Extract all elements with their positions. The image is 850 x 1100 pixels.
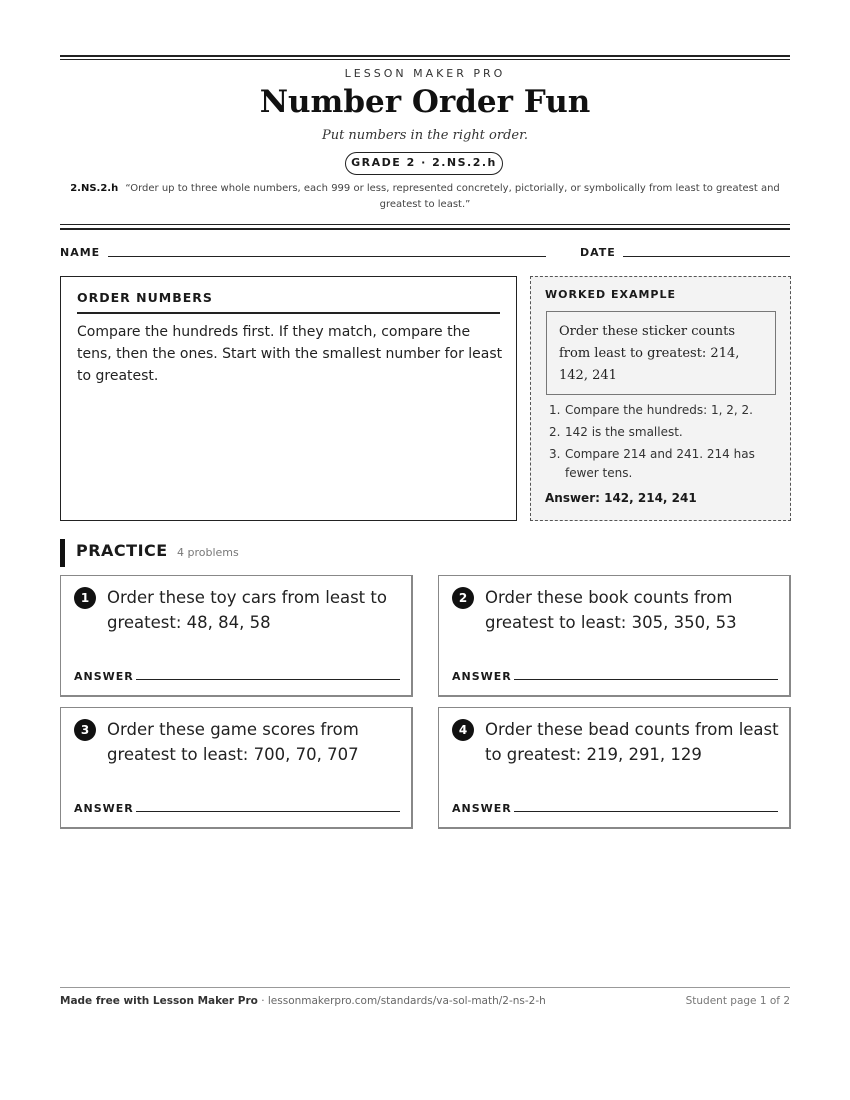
footer-rule (60, 987, 790, 988)
brand-name: LESSON MAKER PRO (344, 67, 506, 80)
practice-card-2 (438, 575, 791, 697)
order-numbers-heading: ORDER NUMBERS (77, 290, 213, 305)
date-label: DATE (580, 246, 616, 259)
problem-text: Order these bead counts from least to greatest: 219, 291, 129 (485, 720, 779, 764)
top-rule-thin (60, 59, 790, 60)
practice-accent-bar (60, 539, 65, 567)
practice-count: 4 problems (177, 546, 239, 559)
problem-number-badge: 2 (452, 587, 474, 609)
footer-credit (60, 995, 546, 1007)
answer-field[interactable] (514, 679, 778, 680)
worked-example-panel (530, 276, 791, 521)
standard-code: 2.NS.2.h (70, 183, 119, 194)
problem-number-badge: 4 (452, 719, 474, 741)
worked-example-problem: Order these sticker counts from least to greatest: 214, 142, 241 (546, 311, 776, 395)
answer-field[interactable] (136, 679, 400, 680)
date-field[interactable] (623, 256, 790, 257)
answer-field[interactable] (514, 811, 778, 812)
top-rule (60, 55, 790, 57)
answer-field[interactable] (136, 811, 400, 812)
practice-title: PRACTICE (76, 541, 168, 560)
order-numbers-divider (77, 312, 500, 314)
answer-label: ANSWER (452, 802, 512, 815)
answer-label: ANSWER (74, 802, 134, 815)
name-field[interactable] (108, 256, 546, 257)
problem-text: Order these toy cars from least to greatest: 48, 84, 58 (107, 588, 387, 632)
order-numbers-text: Compare the hundreds first. If they match, compare the tens, then the ones. Start with the smallest number for least to greatest. (77, 324, 503, 384)
header-bottom-rule-thick (60, 228, 790, 230)
footer-url[interactable]: · lessonmakerpro.com/standards/va-sol-math/2-ns-2-h (257, 995, 546, 1007)
page-title: Number Order Fun (259, 84, 591, 120)
worked-example-steps (545, 401, 780, 486)
order-numbers-panel (60, 276, 517, 521)
practice-card-3 (60, 707, 413, 829)
worked-example-heading: WORKED EXAMPLE (545, 288, 676, 301)
worksheet-page (60, 0, 790, 1100)
grade-badge: GRADE 2 · 2.NS.2.h (345, 152, 503, 175)
answer-label: ANSWER (74, 670, 134, 683)
problem-text: Order these game scores from greatest to least: 700, 70, 707 (107, 720, 359, 764)
footer-made-with: Made free with Lesson Maker Pro (60, 995, 258, 1007)
problem-number-badge: 3 (74, 719, 96, 741)
worked-step: 1. Compare the hundreds: 1, 2, 2. (549, 403, 753, 417)
standard-description (70, 181, 780, 213)
worked-example-answer: Answer: 142, 214, 241 (545, 491, 697, 505)
problem-text: Order these book counts from greatest to least: 305, 350, 53 (485, 588, 737, 632)
problem-number-badge: 1 (74, 587, 96, 609)
page-subtitle: Put numbers in the right order. (321, 128, 529, 143)
header-bottom-rule (60, 224, 790, 225)
practice-card-1 (60, 575, 413, 697)
answer-label: ANSWER (452, 670, 512, 683)
name-label: NAME (60, 246, 101, 259)
practice-card-4 (438, 707, 791, 829)
footer-page-number: Student page 1 of 2 (685, 995, 790, 1007)
worked-step: 2. 142 is the smallest. (549, 425, 683, 439)
standard-text: “Order up to three whole numbers, each 999 or less, represented concretely, pictorially, or symbolically from least to greatest and greatest to least.” (125, 183, 780, 210)
worked-step: 3. Compare 214 and 241. 214 has fewer tens. (549, 447, 755, 480)
